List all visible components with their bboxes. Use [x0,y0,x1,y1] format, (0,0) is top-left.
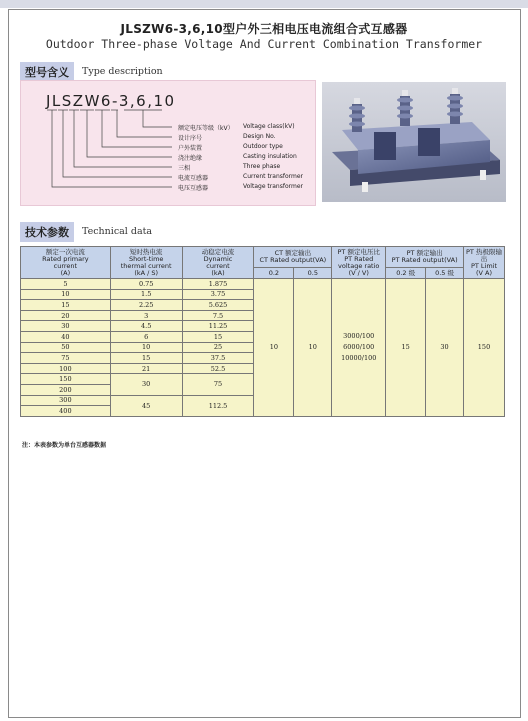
cell-primary-current: 400 [21,406,111,417]
cell-thermal: 6 [110,331,182,342]
section-tag-technical-data: 技术参数 [20,222,74,242]
cell-dynamic: 52.5 [182,363,254,374]
model-part-en: Casting insulation [243,153,297,160]
cell-primary-current: 20 [21,310,111,321]
cell-dynamic: 11.25 [182,321,254,332]
cell-dynamic: 7.5 [182,310,254,321]
header-primary-current: 额定一次电流 Rated primary current (A) [21,247,111,279]
section-label-technical-data: Technical data [82,226,153,237]
cell-thermal: 45 [110,395,182,416]
model-part-cn: 户外装置 [178,145,203,152]
cell-thermal: 3 [110,310,182,321]
model-part-en: Voltage class(kV) [243,123,295,130]
cell-primary-current: 40 [21,331,111,342]
model-part-cn: 三相 [178,165,191,172]
cell-thermal: 10 [110,342,182,353]
cell-primary-current: 10 [21,289,111,300]
model-part-en: Three phase [243,163,281,170]
cell-primary-current: 300 [21,395,111,406]
product-photo [322,82,506,202]
table-row [21,279,505,290]
cell-primary-current: 15 [21,300,111,311]
page-subtitle: Outdoor Three-phase Voltage And Current Combination Transformer [45,37,483,51]
model-part-cn: 设计序号 [178,135,203,142]
header-pt-output: PT 额定输出 PT Rated output(VA) [386,247,464,268]
cell-pt-limit: 150 [464,279,505,417]
cell-pt-ratio: 3000/100 6000/100 10000/100 [332,279,386,417]
cell-dynamic: 37.5 [182,353,254,364]
header-pt-02: 0.2 级 [386,268,426,279]
header-ct-05: 0.5 [294,268,332,279]
header-ct-output: CT 额定输出 CT Rated output(VA) [254,247,332,268]
cell-thermal: 2.25 [110,300,182,311]
cell-dynamic: 3.75 [182,289,254,300]
cell-ct-02: 10 [254,279,294,417]
model-part-en: Design No. [243,133,276,140]
cell-primary-current: 50 [21,342,111,353]
header-thermal-current: 短时热电流 Short-time thermal current (kA / S) [110,247,182,279]
model-part-cn: 浇注绝缘 [178,155,203,162]
cell-thermal: 30 [110,374,182,395]
cell-thermal: 1.5 [110,289,182,300]
cell-primary-current: 100 [21,363,111,374]
technical-data-table [20,246,505,417]
model-part-en: Voltage transformer [243,183,303,190]
model-part-cn: 额定电压等级（kV） [178,125,234,132]
cell-thermal: 21 [110,363,182,374]
cell-pt-02: 15 [386,279,426,417]
cell-thermal: 15 [110,353,182,364]
cell-thermal: 4.5 [110,321,182,332]
section-tag-type-description: 型号含义 [20,62,74,82]
cell-primary-current: 5 [21,279,111,290]
cell-dynamic: 5.625 [182,300,254,311]
header-ct-02: 0.2 [254,268,294,279]
cell-pt-05: 30 [426,279,464,417]
cell-primary-current: 75 [21,353,111,364]
model-code: JLSZW6-3,6,10 [46,92,176,110]
cell-thermal: 0.75 [110,279,182,290]
cell-primary-current: 30 [21,321,111,332]
table-note: 注：本表参数为单台互感器数据 [22,442,107,449]
cell-dynamic: 15 [182,331,254,342]
model-part-cn: 电流互感器 [178,175,209,182]
cell-primary-current: 150 [21,374,111,385]
header-dynamic-current: 动稳定电流 Dynamic current (kA) [182,247,254,279]
cell-dynamic: 75 [182,374,254,395]
section-label-type-description: Type description [82,66,163,77]
cell-dynamic: 112.5 [182,395,254,416]
model-part-en: Current transformer [243,173,304,180]
page-title: JLSZW6-3,6,10型户外三相电压电流组合式互感器 [120,22,408,36]
header-pt-ratio: PT 额定电压比 PT Rated voltage ratio (V / V) [332,247,386,279]
cell-ct-05: 10 [294,279,332,417]
cell-primary-current: 200 [21,384,111,395]
cell-dynamic: 25 [182,342,254,353]
header-pt-05: 0.5 级 [426,268,464,279]
model-part-cn: 电压互感器 [178,185,209,192]
header-pt-limit: PT 热极限输出 PT Limit (V A) [464,247,505,279]
model-part-en: Outdoor type [243,143,283,150]
cell-dynamic: 1.875 [182,279,254,290]
